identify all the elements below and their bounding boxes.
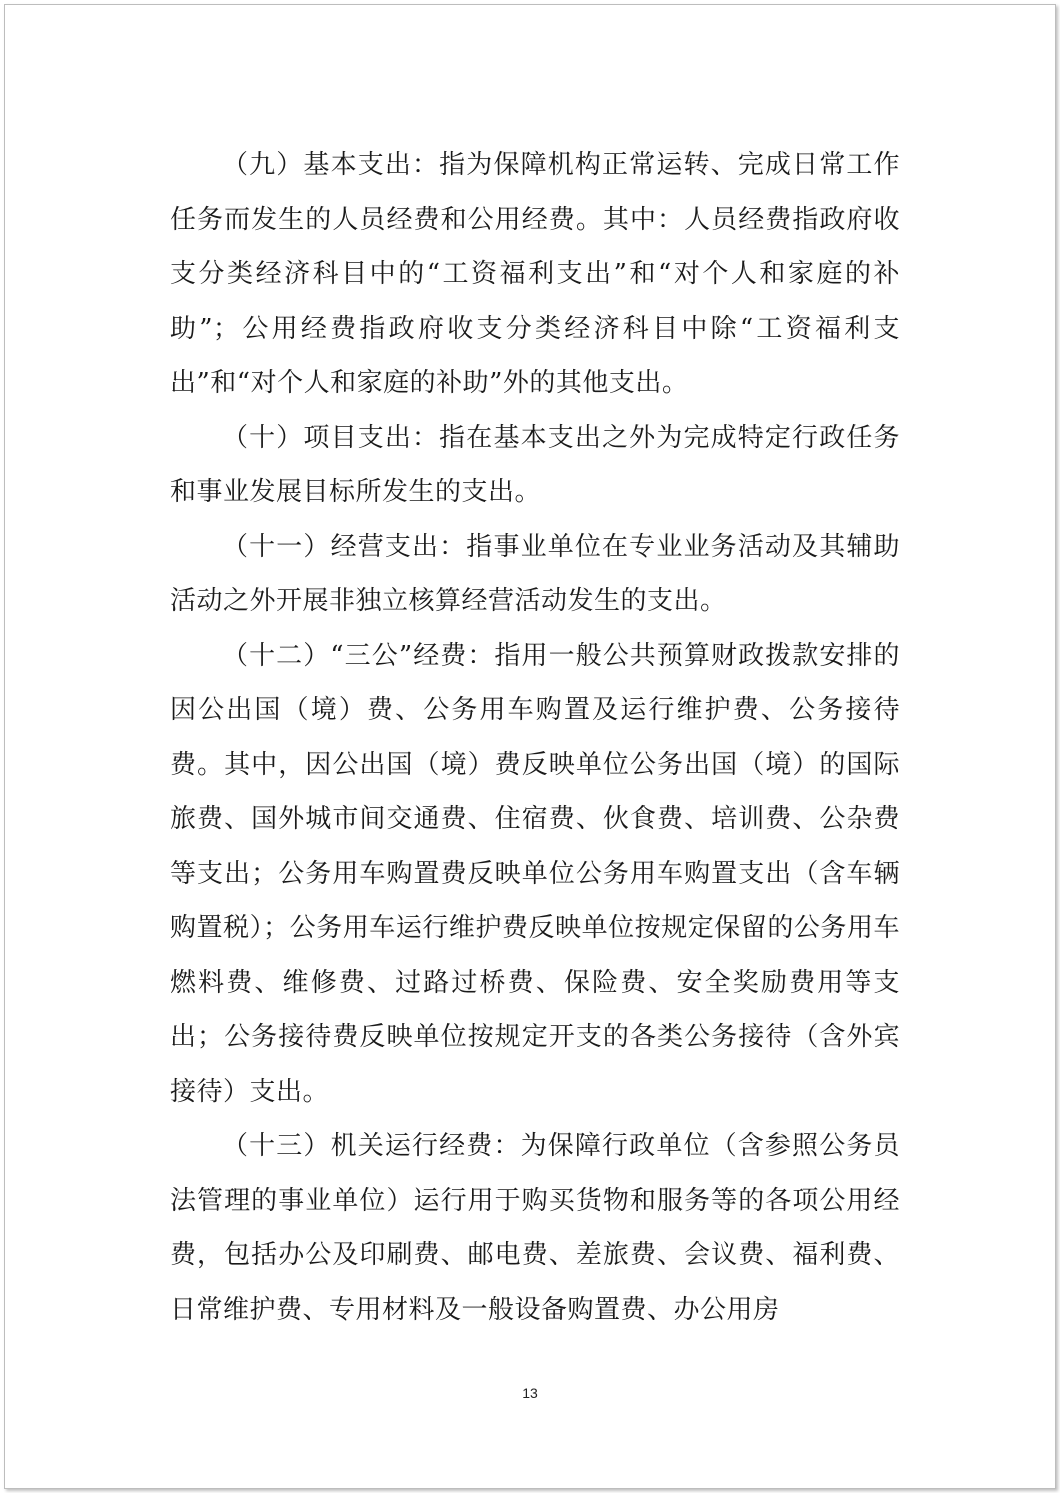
paragraph-three-public-expenses: （十二）“三公”经费：指用一般公共预算财政拨款安排的因公出国（境）费、公务用车购置及运行维护费、公务接待费。其中，因公出国（境）费反映单位公务出国（境）的国际旅费、国外城市间交通费、住宿费、伙食费、培训费、公杂费等支出；公务用车购置费反映单位公务用车购置支出（含车辆购置税）；公务用车运行维护费反映单位按规定保留的公务用车燃料费、维修费、过路过桥费、保险费、安全奖励费用等支出；公务接待费反映单位按规定开支的各类公务接待（含外宾接待）支出。 (170, 640, 900, 1107)
page-number: 13 (522, 1385, 538, 1401)
paragraph-basic-expenditure: （九）基本支出：指为保障机构正常运转、完成日常工作任务而发生的人员经费和公用经费。其中：人员经费指政府收支分类经济科目中的“工资福利支出”和“对个人和家庭的补助”；公用经费指政府收支分类经济科目中除“工资福利支出”和“对个人和家庭的补助”外的其他支出。 (170, 150, 900, 398)
paragraph-project-expenditure: （十）项目支出：指在基本支出之外为完成特定行政任务和事业发展目标所发生的支出。 (170, 422, 900, 507)
document-body (170, 138, 900, 1337)
document-page (4, 4, 1056, 1489)
paragraph-agency-operating-expenses: （十三）机关运行经费：为保障行政单位（含参照公务员法管理的事业单位）运行用于购买货物和服务等的各项公用经费，包括办公及印刷费、邮电费、差旅费、会议费、福利费、日常维护费、专用材料及一般设备购置费、办公用房 (170, 1131, 900, 1325)
paragraph-operating-expenditure: （十一）经营支出：指事业单位在专业业务活动及其辅助活动之外开展非独立核算经营活动发生的支出。 (170, 531, 900, 616)
